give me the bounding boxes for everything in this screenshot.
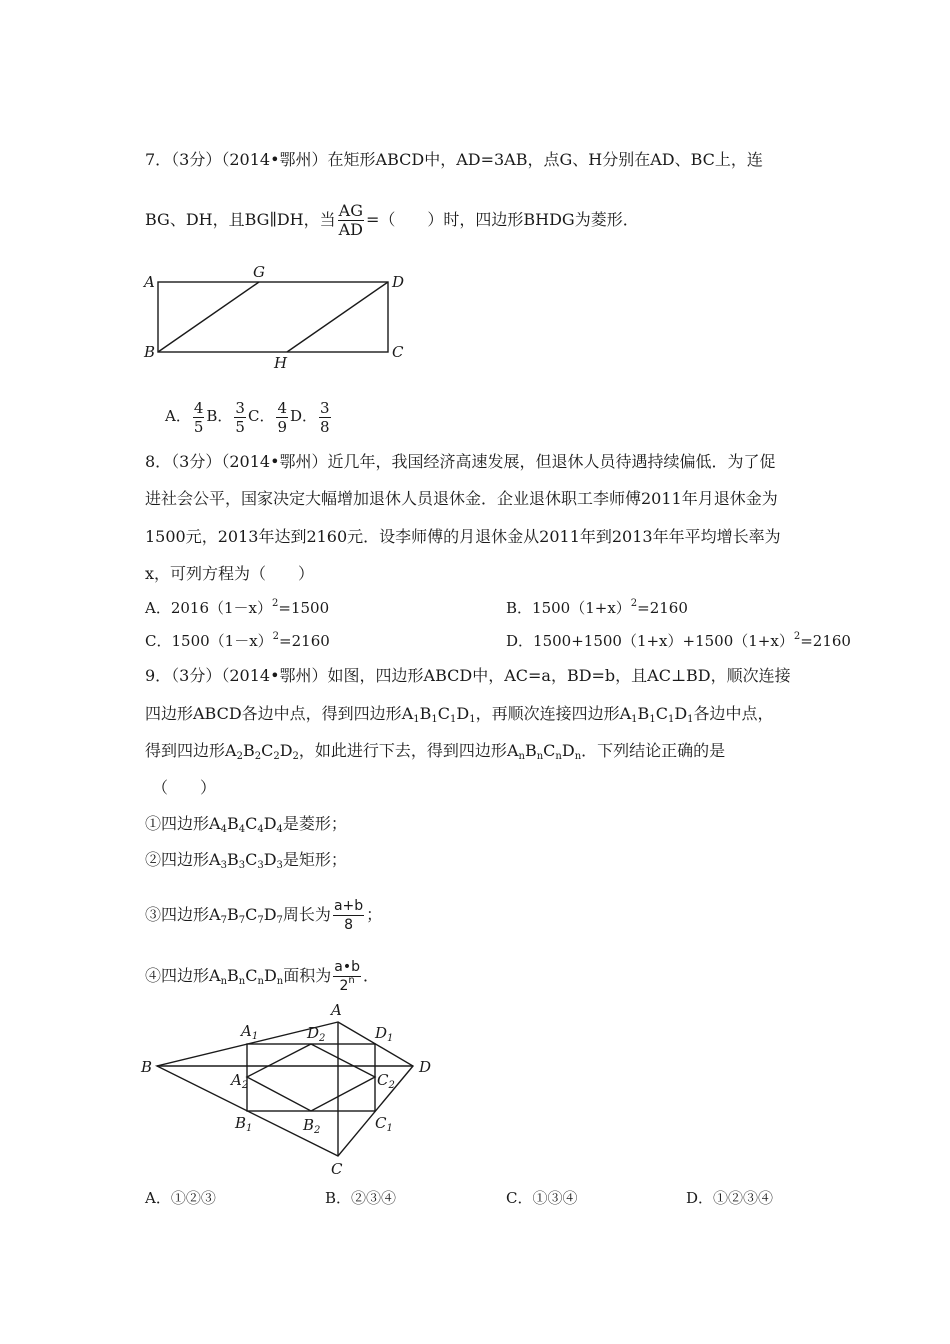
q8-option-c-rest: =2160 (279, 632, 330, 650)
label-b: B (144, 343, 156, 361)
q8-option-b[interactable] (506, 598, 688, 618)
q7-line2 (145, 202, 639, 239)
label-d1: $D_1$ (375, 1024, 394, 1044)
label-b2: $B_2$ (303, 1116, 321, 1136)
q7-option-a-label: A． (165, 407, 191, 425)
quad-a2b2c2d2 (247, 1044, 375, 1111)
q9-line3-post: ．下列结论正确的是 (581, 741, 726, 760)
q9-s2-quad: $A_3B_3C_3D_3$ (209, 850, 283, 871)
q7-figure (140, 262, 420, 374)
q8-option-a-exp: 2 (272, 598, 279, 609)
q8-line1: 8．（3分）（2014•鄂州）近几年，我国经济高速发展，但退休人员待遇持续偏低．为了促 (145, 452, 776, 471)
q9-option-c[interactable]: C．①③④ (506, 1189, 578, 1207)
q9-quad-1b: $A_1B_1C_1D_1$ (619, 704, 694, 725)
label-d2: $D_2$ (307, 1024, 326, 1044)
q7-option-b-num: 3 (235, 398, 245, 417)
q7-frac-num: AG (338, 201, 363, 220)
label-b1: $B_1$ (235, 1114, 253, 1134)
q8-option-c[interactable] (145, 631, 330, 651)
q9-line2-post: 各边中点， (693, 704, 774, 723)
q8-option-b-base: 1500（1+x） (532, 599, 631, 617)
q9-line2-mid: ，再顺次连接四边形 (475, 704, 620, 723)
label-h: H (274, 354, 288, 372)
q7-line1: 7．（3分）（2014•鄂州）在矩形ABCD中，AD=3AB，点G、H分别在AD、BC上，连 (145, 150, 763, 169)
label-c: C (392, 343, 404, 361)
q7-option-b-label: B． (206, 407, 233, 425)
q7-option-d-label: D． (290, 407, 318, 425)
q9-line3 (145, 741, 725, 761)
q9-s1-quad: $A_4B_4C_4D_4$ (209, 814, 283, 835)
q8-option-b-rest: =2160 (637, 599, 688, 617)
label-a: A (144, 273, 155, 291)
q8-option-b-label: B． (506, 599, 533, 617)
q8-option-a-rest: =1500 (278, 599, 330, 617)
q7-option-d-num: 3 (320, 398, 330, 417)
label-b: B (141, 1058, 153, 1076)
q7-option-b[interactable] (206, 398, 248, 436)
q7-option-d-den: 8 (320, 417, 330, 436)
q7-option-c-label: C． (247, 407, 275, 425)
q8-option-a-base: 2016（1－x） (170, 599, 273, 617)
q8-line4: x，可列方程为（ ） (145, 564, 315, 583)
q7-frac-den: AD (338, 220, 363, 239)
q7-option-d[interactable] (290, 398, 333, 436)
q8-option-a[interactable] (145, 598, 329, 618)
q7-option-a-num: 4 (193, 398, 204, 417)
q9-quad-n: $A_nB_nC_nD_n$ (506, 741, 582, 762)
q7-option-c-den: 9 (277, 417, 287, 436)
rectangle-abcd (158, 282, 388, 352)
q9-s4-frac: $\frac{a•b}{2^n}$ (334, 959, 360, 994)
q7-options (165, 396, 333, 436)
q7-line2-pre: BG、DH，且BG∥DH，当 (145, 210, 336, 229)
q9-statement-2: ②四边形$A_3B_3C_3D_3$是矩形； (145, 850, 347, 871)
label-a: A (331, 1001, 342, 1019)
q8-option-c-exp: 2 (272, 631, 280, 642)
q8-option-c-label: C． (145, 632, 172, 650)
label-c: C (331, 1160, 343, 1178)
label-c1: $C_1$ (375, 1114, 393, 1134)
q9-statement-1: ①四边形$A_4B_4C_4D_4$是菱形； (145, 814, 347, 835)
label-d: D (419, 1058, 432, 1076)
label-d: D (392, 273, 405, 291)
q7-ratio-fraction (338, 202, 364, 239)
q9-statement-4: ④四边形$A_nB_nC_nD_n$面积为 $\frac{a•b}{2^n}$ ． (145, 959, 379, 994)
q9-statement-3: ③四边形$A_7B_7C_7D_7$周长为 $\frac{a+b}{8}$ ； (145, 898, 383, 933)
q9-quad-1a: $A_1B_1C_1D_1$ (401, 704, 476, 725)
q9-option-b[interactable]: B．②③④ (325, 1189, 397, 1207)
q8-option-d-rest: =2160 (800, 632, 851, 650)
q9-line4: （ ） (152, 778, 217, 797)
q9-option-a[interactable]: A．①②③ (145, 1189, 216, 1207)
q9-s3-frac: $\frac{a+b}{8}$ (333, 898, 364, 933)
q7-option-a[interactable] (165, 398, 206, 436)
segment-bg (158, 282, 259, 352)
q7-option-d-frac (319, 399, 331, 436)
q7-option-b-frac (234, 399, 246, 436)
q9-s4-quad: $A_nB_nC_nD_n$ (209, 966, 284, 987)
q8-option-d[interactable] (506, 631, 851, 651)
q8-line2: 进社会公平，国家决定大幅增加退休人员退休金．企业退休职工李师傅2011年月退休金为 (145, 489, 778, 508)
q8-option-b-exp: 2 (630, 598, 638, 609)
q9-line1: 9．（3分）（2014•鄂州）如图，四边形ABCD中，AC=a，BD=b，且AC⊥BD，顺次连接 (145, 666, 791, 685)
q9-quad-2: $A_2B_2C_2D_2$ (225, 741, 299, 762)
q7-line2-post: =（ ）时，四边形BHDG为菱形． (365, 210, 639, 229)
q8-option-d-exp: 2 (793, 631, 801, 642)
q8-option-a-label: A． (145, 599, 171, 617)
q9-line3-mid: ，如此进行下去，得到四边形 (298, 741, 507, 760)
q7-option-c[interactable] (247, 398, 290, 436)
label-c2: $C_2$ (377, 1071, 395, 1091)
q9-figure (135, 996, 445, 1181)
q7-option-a-frac (193, 399, 205, 436)
q9-line2 (145, 704, 774, 724)
q9-line3-pre: 得到四边形 (145, 741, 226, 760)
q7-option-a-den: 5 (193, 417, 204, 436)
q7-option-c-num: 4 (277, 398, 287, 417)
q7-option-c-frac (276, 399, 288, 436)
q7-option-b-den: 5 (235, 417, 245, 436)
label-a2: $A_2$ (231, 1071, 249, 1091)
q8-option-d-label: D． (506, 632, 534, 650)
label-g: G (253, 263, 265, 281)
q8-option-c-base: 1500（1－x） (171, 632, 273, 650)
q9-s3-quad: $A_7B_7C_7D_7$ (209, 905, 283, 926)
q8-line3: 1500元，2013年达到2160元．设李师傅的月退休金从2011年到2013年年平均增长率为 (145, 527, 781, 546)
q8-option-d-base: 1500+1500（1+x）+1500（1+x） (533, 632, 794, 650)
label-a1: $A_1$ (241, 1022, 259, 1042)
q9-option-d[interactable]: D．①②③④ (686, 1189, 774, 1207)
segment-hd (287, 282, 388, 352)
quad-a1b1c1d1 (247, 1044, 375, 1111)
q9-line2-pre: 四边形ABCD各边中点，得到四边形 (145, 704, 402, 723)
